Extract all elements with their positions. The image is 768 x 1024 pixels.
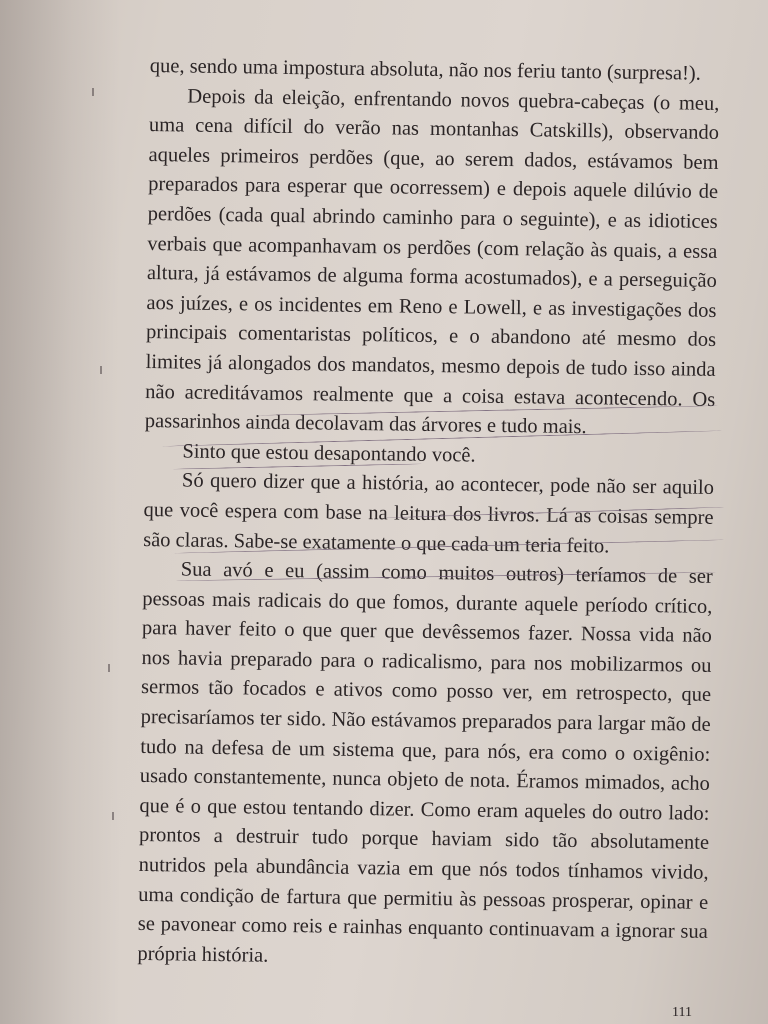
body-text: [137, 52, 720, 977]
gutter-shadow: [0, 0, 120, 1024]
paragraph-3: Sinto que estou desapontando você.: [182, 440, 476, 467]
margin-mark: [100, 366, 102, 374]
paragraph-2: Depois da eleição, enfrentando novos quebra-cabeças (o meu, uma cena difícil do verão nas montanhas Catskills), observando aqueles primeiros perdões (que, ao serem dados, estávamos bem preparados para esperar que ocorressem) e depois aquele dilúvio de perdões (cada qual abrindo caminho para o seguinte), e as idiotices verbais que acompanhavam os perdões (com relação às quais, a essa altura, já estávamos de alguma forma acostumados), e a perseguição aos juízes, e os incidentes em Reno e Lowell, e as investigações dos principais comentaristas políticos, e o abandono até mesmo dos limites já alongados dos mandatos, mesmo depois de tudo isso ainda não acreditávamos realmente que a coisa estava acontecendo. Os passarinhos ainda decolavam das árvores e tudo mais.: [144, 85, 720, 439]
paragraph-4: Só quero dizer que a história, ao acontecer, pode não ser aquilo que você espera com base na leitura dos livros. Lá as coisas sempre são claras. Sabe-se exatamente o que cada um teria feito.: [143, 469, 715, 557]
paragraph-5: Sua avó e eu (assim como muitos outros) teríamos de ser pessoas mais radicais do que fomos, durante aquele período crítico, para haver feito o que quer que devêssemos fazer. Nossa vida não nos havia preparado para o radicalismo, para nos mobilizarmos ou sermos tão focados e ativos como posso ver, em retrospecto, que precisaríamos ter sido. Não estávamos preparados para largar mão de tudo na defesa de um sistema que, para nós, era como o oxigênio: usado constantemente, nunca objeto de nota. Éramos mimados, acho que é o que estou tentando dizer. Como eram aqueles do outro lado: prontos a destruir tudo porque haviam sido tão absolutamente nutridos pela abundância vazia em que nós todos tínhamos vivido, uma condição de fartura que permitiu às pessoas prosperar, opinar e se pavonear como reis e rainhas enquanto continuavam a ignorar sua própria história.: [137, 558, 713, 967]
margin-mark: [112, 812, 114, 820]
paragraph-1: que, sendo uma impostura absoluta, não nos feriu tanto (surpresa!).: [149, 54, 701, 85]
margin-mark: [108, 664, 110, 672]
margin-mark: [92, 88, 94, 96]
page-number: 111: [672, 1005, 692, 1020]
